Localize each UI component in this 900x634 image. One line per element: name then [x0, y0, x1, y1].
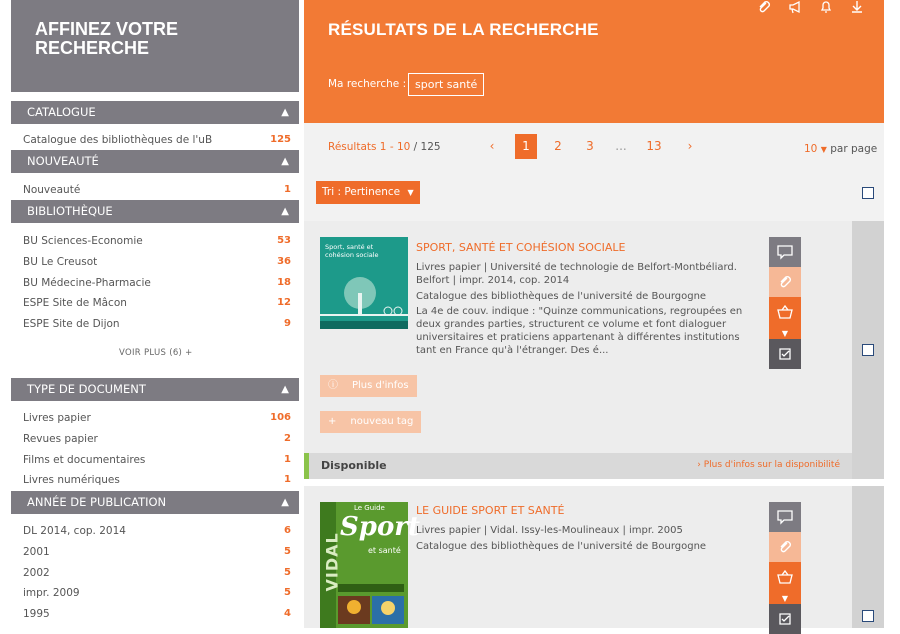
basket-icon [777, 305, 793, 319]
facet-item-count: 125 [270, 134, 291, 145]
facet-item-label: BU Médecine-Pharmacie [23, 277, 151, 289]
select-button[interactable] [769, 339, 801, 369]
facet-item-label: BU Sciences-Economie [23, 235, 143, 247]
pager-page-1[interactable]: 1 [515, 134, 537, 159]
speech-bubble-icon [777, 245, 793, 259]
chevron-down-icon[interactable]: ▼ [820, 145, 827, 154]
book-cover-image[interactable] [320, 237, 408, 329]
facet-item-label: ESPE Site de Mâcon [23, 297, 127, 309]
facet-item-count: 18 [277, 277, 291, 288]
checklist-icon [778, 612, 792, 626]
new-tag-label: nouveau tag [350, 416, 414, 427]
chevron-up-icon[interactable]: ▲ [281, 497, 289, 508]
download-icon[interactable] [849, 0, 865, 14]
book-cover-main: Sport [340, 512, 421, 542]
sort-dropdown[interactable] [316, 181, 420, 204]
facet-header-annee[interactable] [11, 491, 299, 514]
facet-item-label: ESPE Site de Dijon [23, 318, 120, 330]
info-icon: ⓘ [328, 380, 338, 391]
per-page-value[interactable]: 10 [804, 143, 818, 155]
attach-button[interactable] [769, 267, 801, 297]
chevron-down-icon[interactable]: ▼ [781, 328, 789, 338]
facet-item[interactable] [23, 253, 291, 271]
comment-button[interactable] [769, 502, 801, 532]
paperclip-icon[interactable] [756, 0, 772, 14]
basket-dropdown[interactable] [769, 327, 801, 339]
chevron-right-icon: › [697, 460, 701, 470]
results-toolbar [304, 123, 884, 221]
pager-next[interactable]: › [687, 139, 693, 153]
result-meta: Livres papier | Vidal. Issy-les-Moulineaux | impr. 2005 [416, 525, 683, 536]
facet-item[interactable] [23, 315, 291, 333]
speech-bubble-icon [777, 510, 793, 524]
facet-item[interactable] [23, 564, 291, 582]
see-more-link[interactable]: VOIR PLUS (6) + [119, 348, 193, 358]
facet-item-count: 2 [284, 433, 291, 444]
select-button[interactable] [769, 604, 801, 634]
book-cover-top: Le Guide [354, 504, 385, 512]
facet-item[interactable] [23, 451, 291, 469]
facet-item[interactable] [23, 294, 291, 312]
facet-item-label: impr. 2009 [23, 587, 80, 599]
availability-link[interactable] [697, 460, 840, 470]
chevron-down-icon: ▼ [407, 188, 414, 197]
facet-item[interactable] [23, 131, 291, 149]
facet-header-label: CATALOGUE [27, 105, 96, 119]
result-catalogue: Catalogue des bibliothèques de l'université de Bourgogne [416, 291, 707, 302]
sort-label: Tri : Pertinence [322, 186, 401, 198]
per-page-selector[interactable] [804, 143, 877, 155]
facet-item-label: DL 2014, cop. 2014 [23, 525, 126, 537]
per-page-label: par page [830, 143, 878, 155]
refine-sidebar [11, 0, 299, 628]
facet-header-label: NOUVEAUTÉ [27, 154, 99, 168]
facet-item-label: Revues papier [23, 433, 98, 445]
facet-item[interactable] [23, 471, 291, 489]
facet-item-label: 2002 [23, 567, 50, 579]
plus-icon: + [328, 416, 337, 427]
facet-item[interactable] [23, 274, 291, 292]
book-cover-side-text: VIDAL [322, 532, 342, 592]
result-title-link[interactable]: LE GUIDE SPORT ET SANTÉ [416, 504, 565, 517]
paperclip-icon [778, 275, 792, 289]
facet-item-label: 1995 [23, 608, 50, 620]
chevron-up-icon[interactable]: ▲ [281, 156, 289, 167]
facet-item-count: 9 [284, 318, 291, 329]
facet-item-count: 1 [284, 474, 291, 485]
bell-icon[interactable] [818, 0, 834, 14]
pager-page-2[interactable]: 2 [554, 139, 562, 153]
facet-header-label: ANNÉE DE PUBLICATION [27, 495, 167, 509]
result-card [304, 221, 852, 453]
availability-status: Disponible [321, 459, 387, 472]
facet-item[interactable] [23, 584, 291, 602]
select-all-checkbox[interactable] [862, 187, 874, 199]
facet-item-label: BU Le Creusot [23, 256, 98, 268]
pager-page-3[interactable]: 3 [586, 139, 594, 153]
search-term-chip[interactable]: sport santé [408, 73, 484, 96]
basket-button[interactable] [769, 562, 801, 592]
facet-item-count: 106 [270, 412, 291, 423]
facet-item-count: 12 [277, 297, 291, 308]
availability-link-label: Plus d'infos sur la disponibilité [703, 460, 840, 470]
facet-item[interactable] [23, 605, 291, 623]
result-select-column [852, 486, 884, 628]
facet-header-bibliotheque[interactable] [11, 200, 299, 223]
result-select-column [852, 221, 884, 479]
facet-item[interactable] [23, 522, 291, 540]
attach-button[interactable] [769, 532, 801, 562]
chevron-up-icon[interactable]: ▲ [281, 384, 289, 395]
facet-item-label: Livres papier [23, 412, 91, 424]
facet-header-label: TYPE DE DOCUMENT [27, 382, 146, 396]
comment-button[interactable] [769, 237, 801, 267]
basket-icon [777, 570, 793, 584]
availability-bar [304, 453, 852, 479]
result-meta: Livres papier | Université de technologie de Belfort-Montbéliard. Belfort | impr. 2014, cop. 2014 [416, 262, 737, 286]
result-catalogue: Catalogue des bibliothèques de l'université de Bourgogne [416, 541, 707, 552]
sidebar-title: AFFINEZ VOTRE RECHERCHE [11, 0, 299, 92]
facet-item-count: 1 [284, 184, 291, 195]
basket-dropdown[interactable] [769, 592, 801, 604]
facet-header-label: BIBLIOTHÈQUE [27, 204, 113, 218]
facet-item[interactable] [23, 543, 291, 561]
facet-item-label: 2001 [23, 546, 50, 558]
facet-item-count: 5 [284, 546, 291, 557]
result-summary: La 4e de couv. indique : "Quinze communications, regroupées en deux grandes parties, structurent ce volume et font dialoguer universitaires et praticiens appartenant à différentes institutions tant en France qu'à l'étranger. Des é... [416, 306, 743, 356]
result-title-link[interactable]: SPORT, SANTÉ ET COHÉSION SOCIALE [416, 241, 626, 254]
megaphone-icon[interactable] [787, 0, 803, 14]
facet-header-nouveaute[interactable] [11, 150, 299, 173]
chevron-down-icon[interactable]: ▼ [781, 593, 789, 603]
search-label: Ma recherche : [328, 78, 407, 90]
book-cover-image[interactable] [320, 502, 421, 628]
chevron-up-icon[interactable]: ▲ [281, 206, 289, 217]
pager-page-13[interactable]: 13 [646, 139, 662, 153]
facet-item-count: 5 [284, 567, 291, 578]
pager-ellipsis: ... [615, 139, 627, 153]
facet-item[interactable] [23, 232, 291, 250]
results-range-prefix: Résultats 1 - 10 [328, 141, 411, 153]
more-info-label: Plus d'infos [352, 380, 409, 391]
results-range-total: / 125 [410, 141, 441, 153]
facet-item-count: 53 [277, 235, 291, 246]
book-cover-sub: et santé [368, 546, 401, 555]
result-actions [769, 502, 801, 634]
paperclip-icon [778, 540, 792, 554]
facet-item[interactable] [23, 430, 291, 448]
facet-item-label: Livres numériques [23, 474, 120, 486]
more-info-button[interactable] [320, 375, 417, 397]
facet-header-type[interactable] [11, 378, 299, 401]
facet-item[interactable] [23, 181, 291, 199]
results-range [328, 141, 441, 153]
basket-button[interactable] [769, 297, 801, 327]
facet-item-count: 1 [284, 454, 291, 465]
facet-item-label: Catalogue des bibliothèques de l'uB [23, 134, 213, 146]
facet-header-catalogue[interactable] [11, 101, 299, 124]
facet-item-label: Films et documentaires [23, 454, 146, 466]
results-title: RÉSULTATS DE LA RECHERCHE [328, 20, 599, 39]
result-card [304, 486, 852, 628]
result-actions [769, 237, 801, 369]
book-cover-title: Sport, santé et cohésion sociale [325, 243, 379, 259]
facet-item[interactable] [23, 409, 291, 427]
facet-item-count: 5 [284, 587, 291, 598]
facet-item-count: 6 [284, 525, 291, 536]
result-checkbox[interactable] [862, 610, 874, 622]
checklist-icon [778, 347, 792, 361]
facet-item-count: 36 [277, 256, 291, 267]
pager-prev[interactable]: ‹ [489, 139, 495, 153]
chevron-up-icon[interactable]: ▲ [281, 107, 289, 118]
result-checkbox[interactable] [862, 344, 874, 356]
results-banner [304, 0, 884, 123]
facet-item-label: Nouveauté [23, 184, 81, 196]
facet-item-count: 4 [284, 608, 291, 619]
new-tag-button[interactable] [320, 411, 421, 433]
